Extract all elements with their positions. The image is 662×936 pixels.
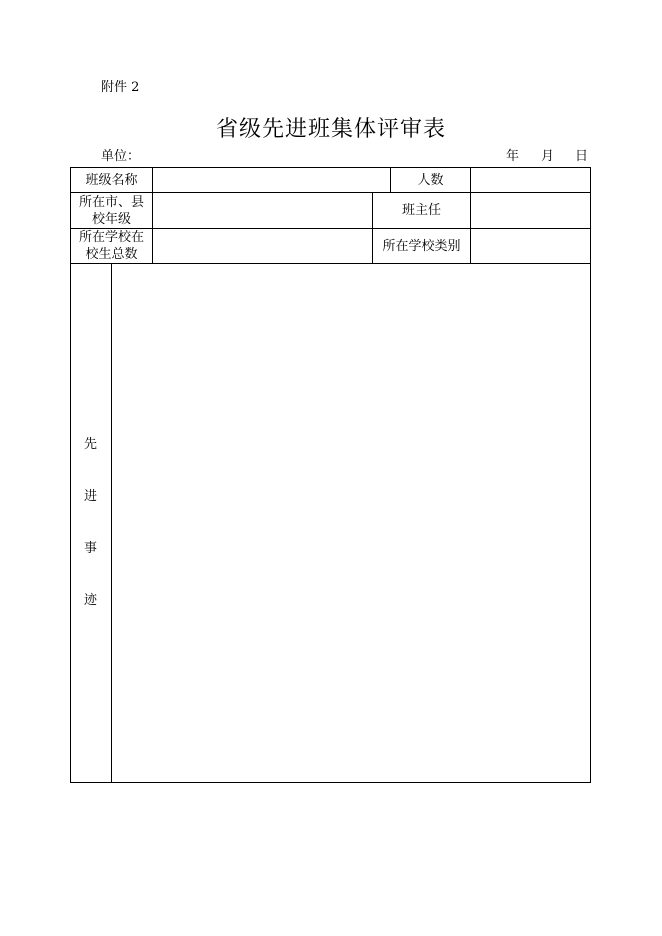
deeds-label-char-2: 进 [83, 489, 97, 504]
date-year-label: 年 [506, 149, 520, 164]
location-field[interactable] [153, 193, 372, 228]
deeds-field[interactable] [112, 264, 590, 782]
school-total-field[interactable] [153, 229, 372, 263]
headcount-field[interactable] [471, 168, 590, 192]
location-label [70, 192, 153, 229]
school-total-label [70, 228, 153, 264]
deeds-label-char-4: 迹 [83, 593, 97, 608]
deeds-label-char-3: 事 [83, 541, 97, 556]
unit-label: 单位： [101, 149, 141, 164]
location-label-line2: 校年级 [91, 211, 131, 227]
date-month-label: 月 [541, 149, 555, 164]
attachment-label: 附件 2 [101, 80, 140, 95]
school-total-label-line2: 校生总数 [85, 247, 138, 262]
school-type-field[interactable] [471, 229, 590, 263]
deeds-label-char-1: 先 [83, 437, 97, 452]
location-label-line1: 所在市、县 [78, 194, 144, 210]
school-total-label-line1: 所在学校在 [78, 230, 144, 245]
class-name-field[interactable] [153, 168, 390, 192]
school-type-label: 所在学校类别 [382, 238, 461, 254]
date-day-label: 日 [575, 149, 589, 164]
head-teacher-label: 班主任 [401, 203, 441, 218]
headcount-label: 人数 [417, 172, 444, 188]
head-teacher-field[interactable] [471, 193, 590, 228]
class-name-label: 班级名称 [85, 172, 138, 188]
form-title: 省级先进班集体评审表 [215, 117, 446, 142]
